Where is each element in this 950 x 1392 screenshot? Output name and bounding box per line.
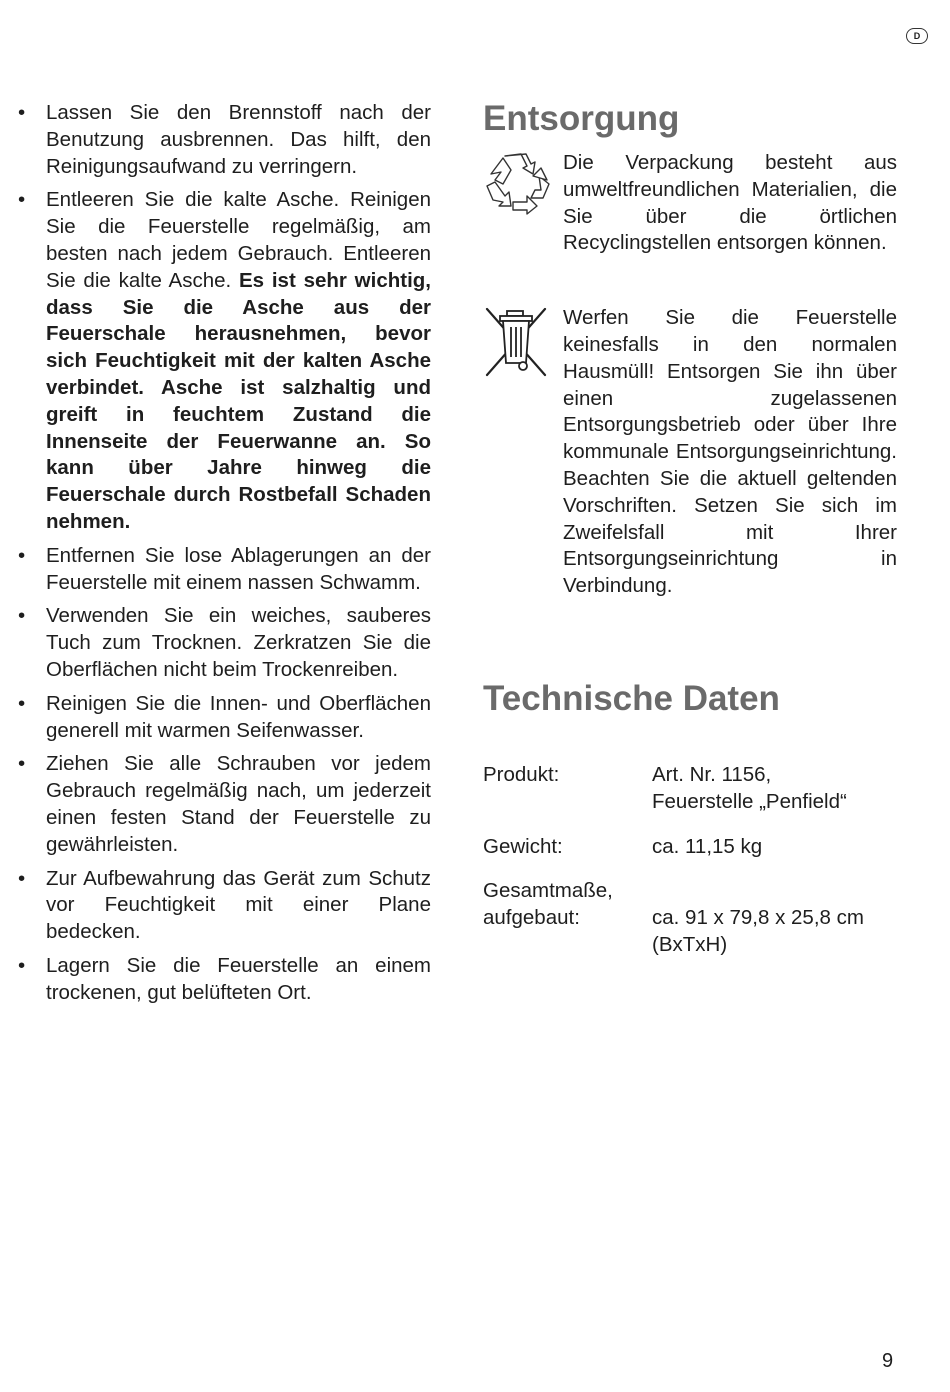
spec-row-weight [483,834,897,861]
list-item [18,691,431,745]
spec-value-line: Feuerstelle „Penfield“ [652,789,847,813]
spec-value-line: Art. Nr. 1156, [652,762,772,786]
language-badge: D [906,28,928,44]
list-item-text: Zur Aufbewahrung das Gerät zum Schutz vor Feuchtigkeit mit einer Plane bedecken. [46,866,431,944]
bullet-marker: • [18,953,26,977]
spec-value-line: ca. 91 x 79,8 x 25,8 cm [652,906,864,930]
list-item [18,543,431,597]
list-item-text: Entfernen Sie lose Ablagerungen an der Feuerstelle mit einem nassen Schwamm. [46,543,431,594]
tech-data-table [483,762,897,959]
recycle-icon [483,150,563,257]
right-column [483,96,897,977]
spec-label [483,878,652,958]
list-item-text: Lassen Sie den Brennstoff nach der Benutzung ausbrennen. Das hilft, den Reinigungsaufwand zu verringern. [46,101,431,178]
spec-label-line: Gesamtmaße, [483,879,613,903]
list-item [18,603,431,683]
spec-value [652,878,897,958]
list-item-text: Verwenden Sie ein weiches, sauberes Tuch zum Trocknen. Zerkratzen Sie die Oberflächen nicht beim Trockenreiben. [46,604,431,681]
list-item [18,100,431,180]
bullet-marker: • [18,101,26,124]
care-instructions-list [18,100,431,1014]
spec-value-line: (BxTxH) [652,932,728,956]
bullet-marker: • [18,543,26,567]
spec-row-product [483,762,897,816]
list-item-text: Ziehen Sie alle Schrauben vor jedem Gebrauch regelmäßig nach, um jederzeit einen festen Stand der Feuerstelle zu gewährleisten. [46,752,431,856]
list-item [18,751,431,858]
spec-label: Produkt: [483,762,560,786]
bullet-marker: • [18,604,26,628]
bullet-marker: • [18,188,26,212]
spec-label: Gewicht: [483,834,563,858]
tech-data-heading: Technische Daten [483,678,780,718]
device-disposal-section [483,305,897,600]
list-item-regular-text: Entleeren Sie die kalte Asche. Reinigen Sie die Feuerstelle regelmäßig, am besten nach jedem Gebrauch. Entleeren Sie die kalte Asche. [46,188,431,292]
list-item-bold-warning: Es ist sehr wichtig, dass Sie die Asche aus der Feuerschale herausnehmen, bevor sich Feuchtigkeit mit der kalten Asche verbindet. Asche ist salzhaltig und greift in feuchtem Zustand die Innenseite der Feuerwanne an. So kann über Jahre hinweg die Feuerschale durch Rostbefall Schaden nehmen. [46,268,431,533]
spec-row-dimensions [483,878,897,958]
spec-value [652,762,897,816]
page-number: 9 [882,1350,894,1372]
list-item-text: Reinigen Sie die Innen- und Oberflächen generell mit warmen Seifenwasser. [46,691,431,742]
spec-label-line: aufgebaut: [483,906,580,930]
list-item [18,953,431,1007]
list-item-text: Lagern Sie die Feuerstelle an einem trockenen, gut belüfteten Ort. [46,953,431,1004]
list-item [18,187,431,535]
packaging-disposal-section [483,150,897,257]
crossed-out-bin-icon [483,305,563,600]
list-item-text [46,187,431,535]
bullet-marker: • [18,691,26,715]
bullet-marker: • [18,866,26,890]
device-disposal-text: Werfen Sie die Feuerstelle keinesfalls in den normalen Hausmüll! Entsorgen Sie ihn über einen zugelassenen Entsorgungsbetrieb oder über Ihre kommunale Entsorgungseinrichtung. Beachten Sie die aktuell geltenden Vorschriften. Setzen Sie sich im Zweifelsfall mit Ihrer Entsorgungseinrichtung in Verbindung. [563,306,897,598]
bullet-marker: • [18,752,26,776]
packaging-text: Die Verpackung besteht aus umweltfreundlichen Materialien, die Sie über die örtlichen Recyclingstellen entsorgen können. [563,151,897,255]
disposal-heading: Entsorgung [483,99,680,138]
list-item [18,866,431,946]
spec-value: ca. 11,15 kg [652,834,763,858]
